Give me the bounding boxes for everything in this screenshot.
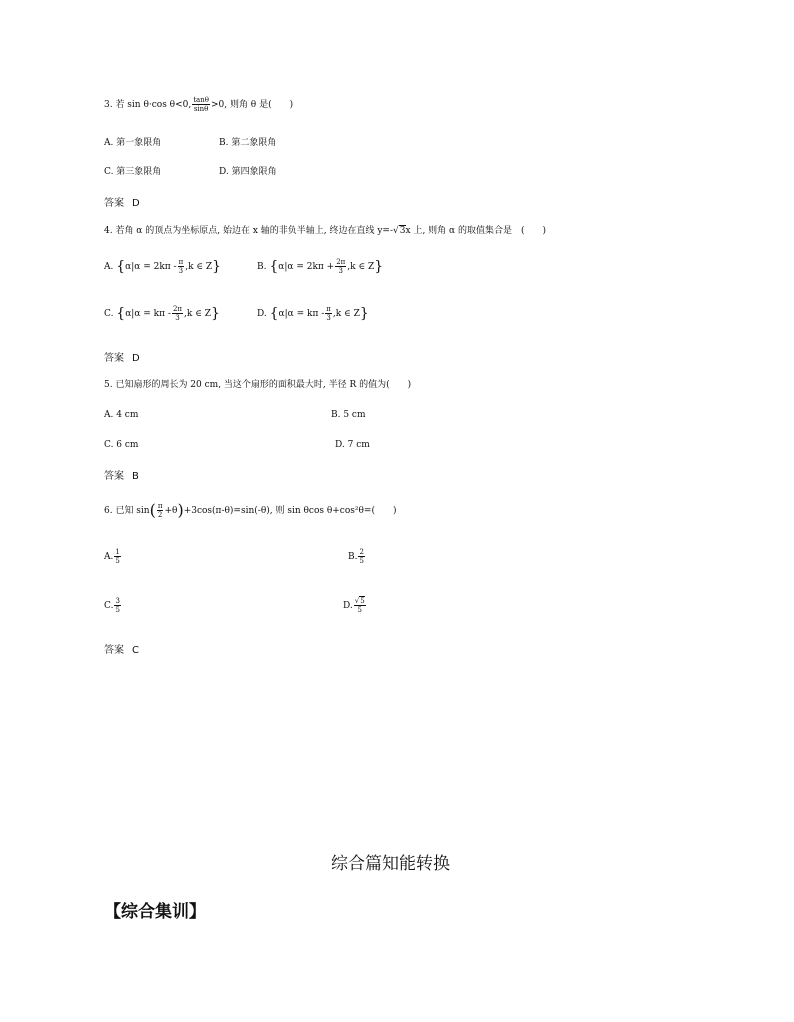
answer-value: C: [132, 645, 139, 656]
q6-option-d: D. $\frac{√5}{5}$: [343, 597, 365, 614]
q5-option-d: D. 7 cm: [335, 440, 370, 450]
q3-stem: [104, 96, 293, 113]
q4-option-b: B. {α|α = 2kπ + $\frac{2\pi}{3}$ ,k ∈ Z}: [257, 258, 384, 275]
q5-answer: [104, 467, 139, 482]
q3-answer: [104, 194, 140, 209]
q6-option-b: B. $\frac{2}{5}$: [348, 548, 364, 565]
q5-stem: 5. 已知扇形的周长为 20 cm, 当这个扇形的面积最大时, 半径 R 的值为( ): [104, 380, 412, 390]
answer-label: 答案: [104, 353, 124, 364]
section-title: 综合篇知能转换: [331, 854, 450, 874]
answer-label: 答案: [104, 198, 124, 209]
q4-sqrt: 3: [399, 226, 406, 236]
q3-stem-post: >0, 则角 θ 是( ): [210, 100, 294, 110]
answer-value: D: [132, 198, 140, 209]
q6-answer: [104, 641, 139, 656]
q3-stem-pre: 3. 若 sin θ·cos θ<0,: [104, 100, 192, 110]
answer-value: B: [132, 471, 139, 482]
q4-answer: [104, 349, 140, 364]
q5-option-a: A. 4 cm: [104, 410, 139, 420]
q5-option-c: C. 6 cm: [104, 440, 139, 450]
q4-option-c: C. {α|α = kπ - $\frac{2\pi}{3}$ ,k ∈ Z}: [104, 305, 220, 322]
q4-stem-post: x 上, 则角 α 的取值集合是 ( ): [405, 226, 546, 236]
q4-option-d: D. {α|α = kπ - $\frac{\pi}{3}$ ,k ∈ Z}: [257, 305, 369, 322]
q4-stem: 4. 若角 α 的顶点为坐标原点, 始边在 x 轴的非负半轴上, 终边在直线 y=-√3x 上, 则角 α 的取值集合是 ( ): [104, 226, 546, 236]
q4-option-a: A. {α|α = 2kπ - $\frac{\pi}{3}$ ,k ∈ Z}: [104, 258, 222, 275]
q6-stem: 6. 已知 sin( $\frac{\pi}{2}$ +θ)+3cos(π-θ)=sin(-θ), 则 sin θcos θ+cos²θ=( ): [104, 500, 397, 520]
q3-option-c: C. 第三象限角: [104, 167, 162, 177]
q3-option-a: A. 第一象限角: [104, 138, 162, 148]
q3-fraction: $\frac{\tan\theta}{\sin\theta}$: [193, 96, 209, 113]
q3-option-b: B. 第二象限角: [219, 138, 277, 148]
answer-label: 答案: [104, 471, 124, 482]
answer-label: 答案: [104, 645, 124, 656]
answer-value: D: [132, 353, 140, 364]
q6-option-c: C. $\frac{3}{5}$: [104, 597, 120, 614]
q4-stem-pre: 4. 若角 α 的顶点为坐标原点, 始边在 x 轴的非负半轴上, 终边在直线 y=-: [104, 226, 394, 236]
q5-option-b: B. 5 cm: [331, 410, 366, 420]
q6-option-a: A. $\frac{1}{5}$: [104, 548, 120, 565]
section-subtitle: 【综合集训】: [104, 902, 206, 922]
q3-option-d: D. 第四象限角: [219, 167, 277, 177]
